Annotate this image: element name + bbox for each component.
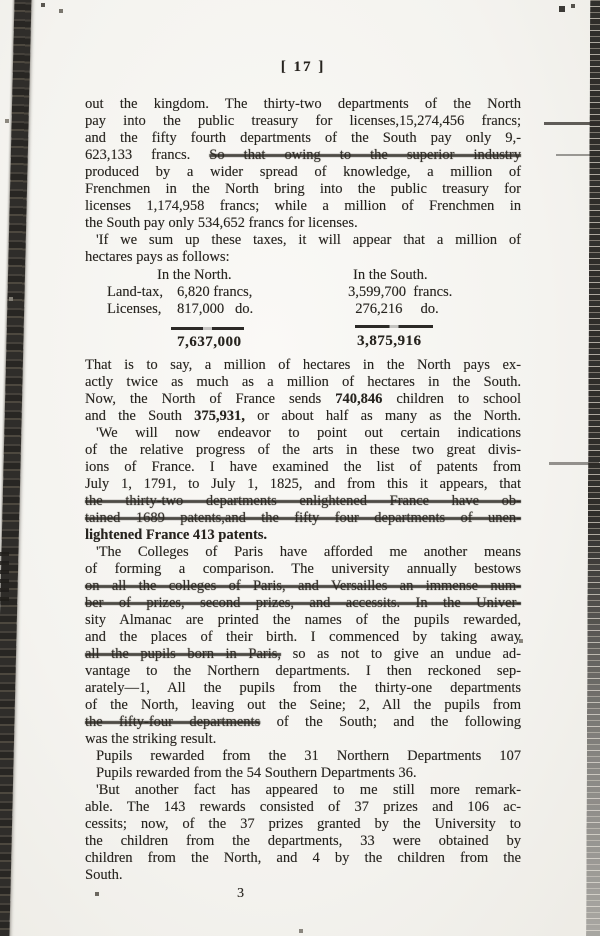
signature-mark: 3 [237, 886, 244, 901]
degraded-print-text: on all the colleges of Paris, and Versailles an immense num- [85, 578, 521, 594]
text-line [85, 816, 521, 833]
scan-gutter-shadow-left [0, 0, 32, 936]
text-line [85, 164, 521, 181]
print-text: or about half as many as the North. [244, 408, 521, 424]
print-text: was the striking result. [85, 731, 217, 747]
print-text: 'But another fact has appeared to me still more remark- [96, 782, 521, 798]
table-total-rule-south [355, 325, 433, 328]
print-text: arately—1, All the pupils from the thirty-one departments [85, 680, 521, 696]
print-text: and the South [85, 408, 195, 424]
text-line [85, 198, 521, 215]
degraded-print-text: So that owing to the superior industry [209, 147, 522, 163]
table-row-south-value: 276,216 do. [348, 301, 439, 317]
print-text: the South pay only 534,652 francs for licenses. [85, 215, 358, 231]
degraded-print-text: the fifty-four departments [85, 714, 261, 730]
print-text: so as not to give an undue ad- [281, 646, 521, 662]
table-south-total: 3,875,916 [357, 333, 422, 349]
text-line [85, 646, 521, 663]
text-line [85, 612, 521, 629]
table-row-label: Land-tax, [107, 284, 163, 300]
text-line [85, 476, 521, 493]
degraded-print-text: the thirty-two departments enlightened France have ob- [85, 493, 521, 509]
print-text: of the South; and the following [260, 714, 522, 730]
text-line [85, 578, 521, 595]
table-total-rule-north [171, 327, 244, 330]
text-line [85, 561, 521, 578]
text-line [85, 748, 521, 765]
text-line [85, 408, 521, 425]
table-north-header: In the North. [157, 267, 232, 283]
degraded-print-text: tained 1689 patents,and the fifty four departments of unen- [85, 510, 521, 526]
print-text: Pupils rewarded from the 31 Northern Departments 107 [96, 748, 521, 764]
scan-edge-shadow-right [586, 0, 600, 936]
page-content [85, 58, 521, 902]
text-line [85, 663, 521, 680]
print-text: out the kingdom. The thirty-two departments of the North [85, 96, 521, 112]
text-line [85, 374, 521, 391]
text-line [85, 249, 521, 266]
degraded-print-text: ber of prizes, second prizes, and accessits. In the Univer- [85, 595, 521, 611]
print-text: and the fifty fourth departments of the South pay only 9,- [85, 130, 521, 146]
print-text: of forming a comparison. The university annually bestows [85, 561, 521, 577]
print-text: South. [85, 867, 123, 883]
text-line [85, 96, 521, 113]
scan-tick-marks [0, 552, 9, 606]
body-text-lower [85, 357, 521, 884]
scan-specks [0, 0, 2, 2]
print-text: cessits; now, of the 37 prizes granted by the University to [85, 816, 521, 832]
text-line [85, 765, 521, 782]
text-line [85, 544, 521, 561]
text-line [85, 391, 521, 408]
page-number-header: [ 17 ] [280, 59, 326, 75]
body-text-upper [85, 96, 521, 266]
text-line [85, 867, 521, 884]
print-text: 375,931, [194, 408, 245, 424]
print-text: 623,133 francs. [85, 147, 210, 163]
print-text: Now, the North of France sends [85, 391, 336, 407]
text-line [85, 833, 521, 850]
print-text: children from the North, and 4 by the children from the [85, 850, 521, 866]
table-north-total: 7,637,000 [177, 334, 242, 350]
text-line [85, 442, 521, 459]
print-text: actly twice as much as a million of hectares in the South. [85, 374, 521, 390]
table-row-south-value: 3,599,700 francs. [348, 284, 453, 300]
print-text: Frenchmen in the North bring into the public treasury for [85, 181, 521, 197]
scan-smudge [549, 462, 599, 465]
text-line [85, 595, 521, 612]
text-line [85, 629, 521, 646]
text-line [85, 714, 521, 731]
text-line [85, 731, 521, 748]
table-south-header: In the South. [353, 267, 428, 283]
text-line [85, 357, 521, 374]
text-line [85, 130, 521, 147]
print-text: of the North, leaving out the Seine; 2, All the pupils from [85, 697, 521, 713]
degraded-print-text: all the pupils born in Paris, [85, 646, 282, 662]
print-text: able. The 143 rewards consisted of 37 prizes and 106 ac- [85, 799, 521, 815]
text-line [85, 697, 521, 714]
table-row-north-value: 6,820 francs, [177, 284, 253, 300]
print-text: ions of France. I have examined the list of patents from [85, 459, 521, 475]
print-text: vantage to the Northern departments. I then reckoned sep- [85, 663, 521, 679]
print-text: July 1, 1791, to July 1, 1825, and from this it appears, that [85, 476, 521, 492]
text-line [85, 799, 521, 816]
text-line [85, 425, 521, 442]
text-line [85, 215, 521, 232]
print-text: hectares pays as follows: [85, 249, 230, 265]
print-text: 'We will now endeavor to point out certain indications [96, 425, 521, 441]
print-text: children to school [382, 391, 521, 407]
text-line [85, 459, 521, 476]
text-line [85, 782, 521, 799]
print-text: 'The Colleges of Paris have afforded me another means [96, 544, 521, 560]
print-text: 'If we sum up these taxes, it will appear that a million of [96, 232, 521, 248]
print-text: pay into the public treasury for licenses,15,274,456 francs; [85, 113, 521, 129]
text-line [85, 850, 521, 867]
text-line [85, 493, 521, 510]
print-text: of the relative progress of the arts in these two great divis- [85, 442, 521, 458]
text-line [85, 510, 521, 527]
print-text: Pupils rewarded from the 54 Southern Departments 36. [96, 765, 417, 781]
print-text: and the places of their birth. I commenced by taking away [85, 629, 521, 645]
print-text: 740,846 [335, 391, 383, 407]
print-text: licenses 1,174,958 francs; while a million of Frenchmen in [85, 198, 521, 214]
tax-comparison-table [85, 267, 521, 355]
table-row-label: Licenses, [107, 301, 162, 317]
scan-smudge [556, 154, 600, 156]
table-row-north-value: 817,000 do. [177, 301, 254, 317]
text-line [85, 680, 521, 697]
text-line [85, 113, 521, 130]
text-line [85, 147, 521, 164]
print-text: That is to say, a million of hectares in the North pays ex- [85, 357, 521, 373]
print-text: lightened France 413 patents. [85, 527, 268, 543]
print-text: sity Almanac are printed the names of the pupils rewarded, [85, 612, 521, 628]
text-line [85, 527, 521, 544]
text-line [85, 232, 521, 249]
print-text: produced by a wider spread of knowledge, a million of [85, 164, 521, 180]
print-text: the children from the departments, 33 were obtained by [85, 833, 521, 849]
text-line [85, 181, 521, 198]
scan-smudge [544, 122, 600, 125]
